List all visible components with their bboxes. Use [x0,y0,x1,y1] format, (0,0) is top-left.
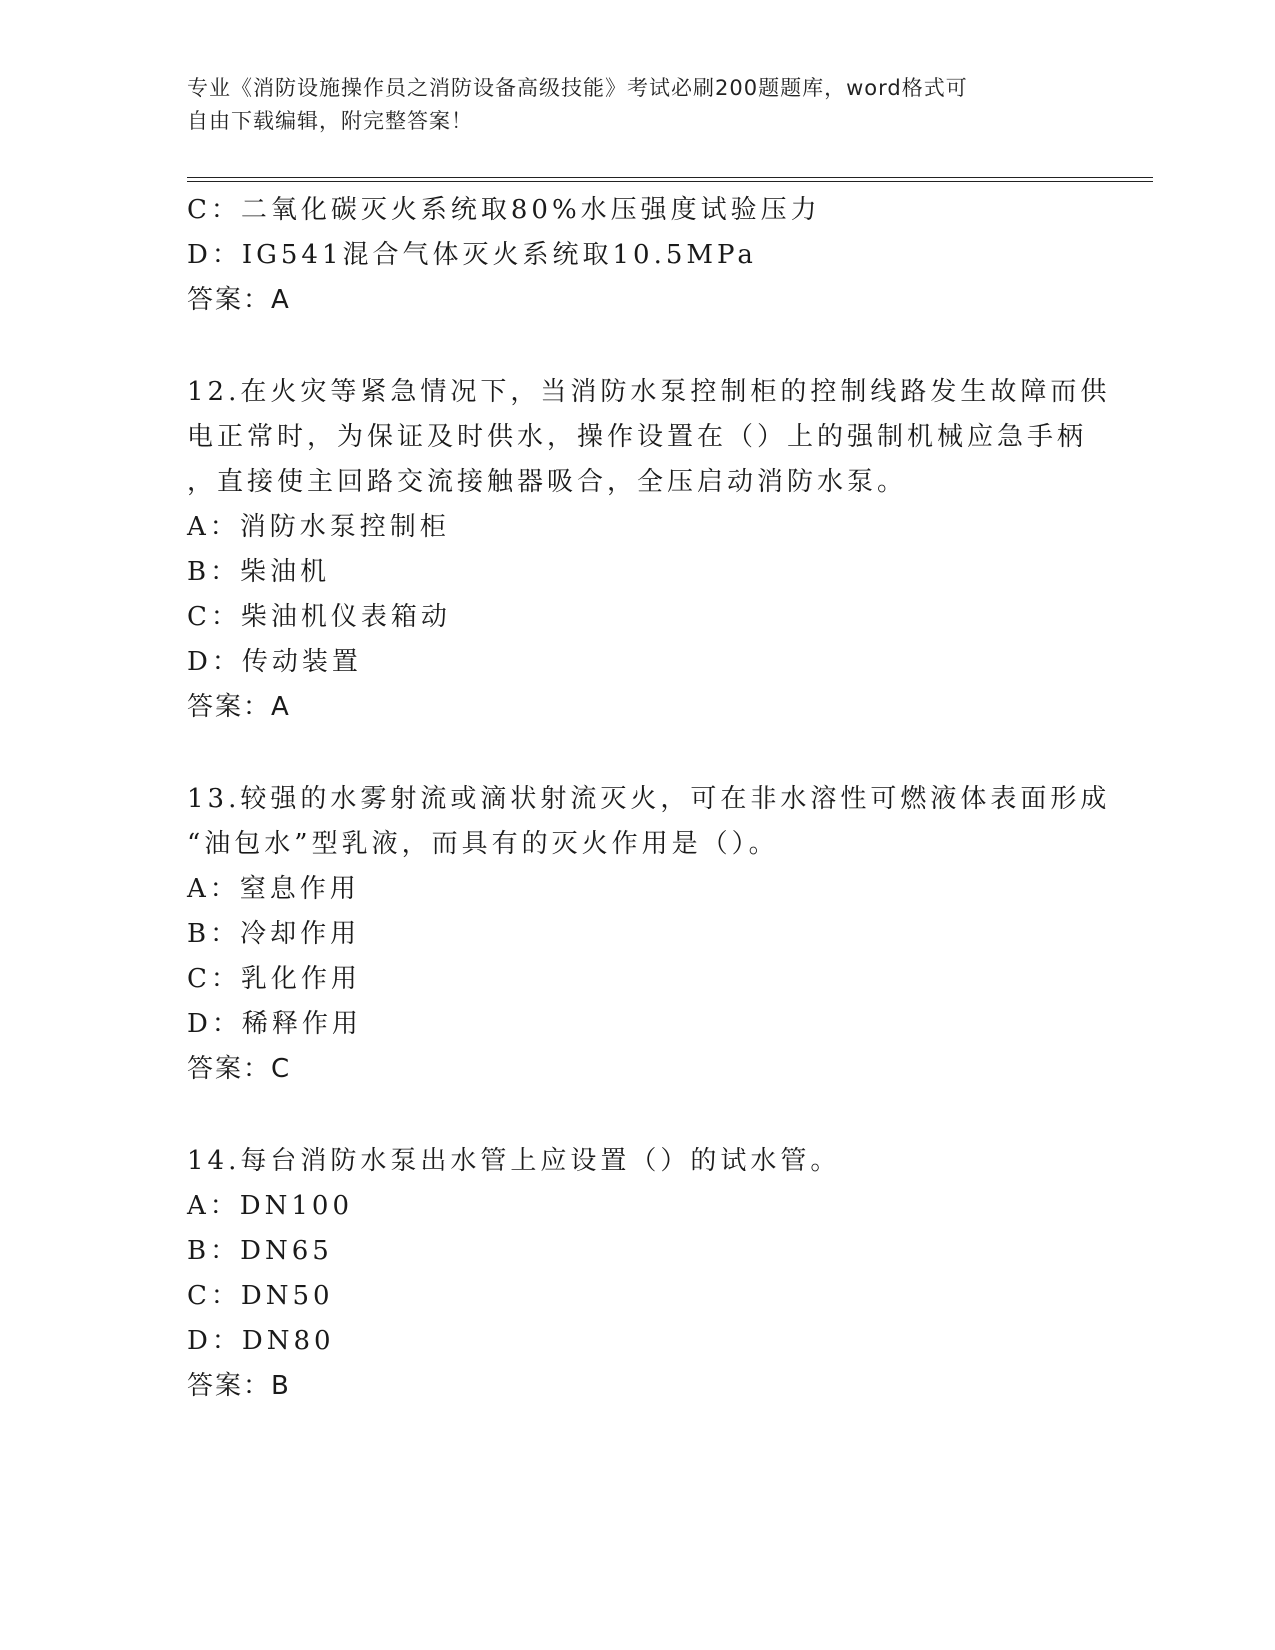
question-text-line-1: 13.较强的水雾射流或滴状射流灭火，可在非水溶性可燃液体表面形成 [187,784,1111,814]
option-d: D：稀释作用 [187,1009,362,1039]
option-b: B：DN65 [187,1236,333,1266]
question-block-11 [187,188,1087,323]
option-c: C：乳化作用 [187,964,361,994]
answer-line: 答案：A [187,692,291,722]
option-c: C：二氧化碳灭火系统取80%水压强度试验压力 [187,195,821,225]
header-divider-bottom [187,181,1153,182]
header-divider-top [187,177,1153,178]
option-b: B：柴油机 [187,557,331,587]
option-c: C：DN50 [187,1281,334,1311]
block-spacer [187,1092,1087,1139]
answer-line: 答案：B [187,1371,291,1401]
question-text-line-2: “油包水”型乳液，而具有的灭火作用是（）。 [187,829,779,859]
block-spacer [187,730,1087,777]
option-d: D：传动装置 [187,647,362,677]
answer-line: 答案：A [187,285,291,315]
question-content [187,188,1111,1409]
question-block-14 [187,1139,1087,1409]
header-line-1: 专业《消防设施操作员之消防设备高级技能》考试必刷200题题库，word格式可 [187,76,968,100]
document-header [187,72,1087,138]
option-d: D：DN80 [187,1326,335,1356]
question-block-12 [187,370,1111,730]
header-line-2: 自由下载编辑，附完整答案！ [187,109,473,133]
question-text-line-1: 12.在火灾等紧急情况下，当消防水泵控制柜的控制线路发生故障而供 [187,377,1111,407]
question-block-13 [187,777,1111,1092]
option-a: A：消防水泵控制柜 [187,512,450,542]
option-d: D：IG541混合气体灭火系统取10.5MPa [187,240,757,270]
question-text-line-3: ，直接使主回路交流接触器吸合，全压启动消防水泵。 [187,467,908,497]
option-a: A：DN100 [187,1191,353,1221]
answer-line: 答案：C [187,1054,292,1084]
question-text-line-1: 14.每台消防水泵出水管上应设置（）的试水管。 [187,1146,841,1176]
option-c: C：柴油机仪表箱动 [187,602,451,632]
option-b: B：冷却作用 [187,919,361,949]
block-spacer [187,323,1087,370]
option-a: A：窒息作用 [187,874,360,904]
question-text-line-2: 电正常时，为保证及时供水，操作设置在（）上的强制机械应急手柄 [187,422,1088,452]
